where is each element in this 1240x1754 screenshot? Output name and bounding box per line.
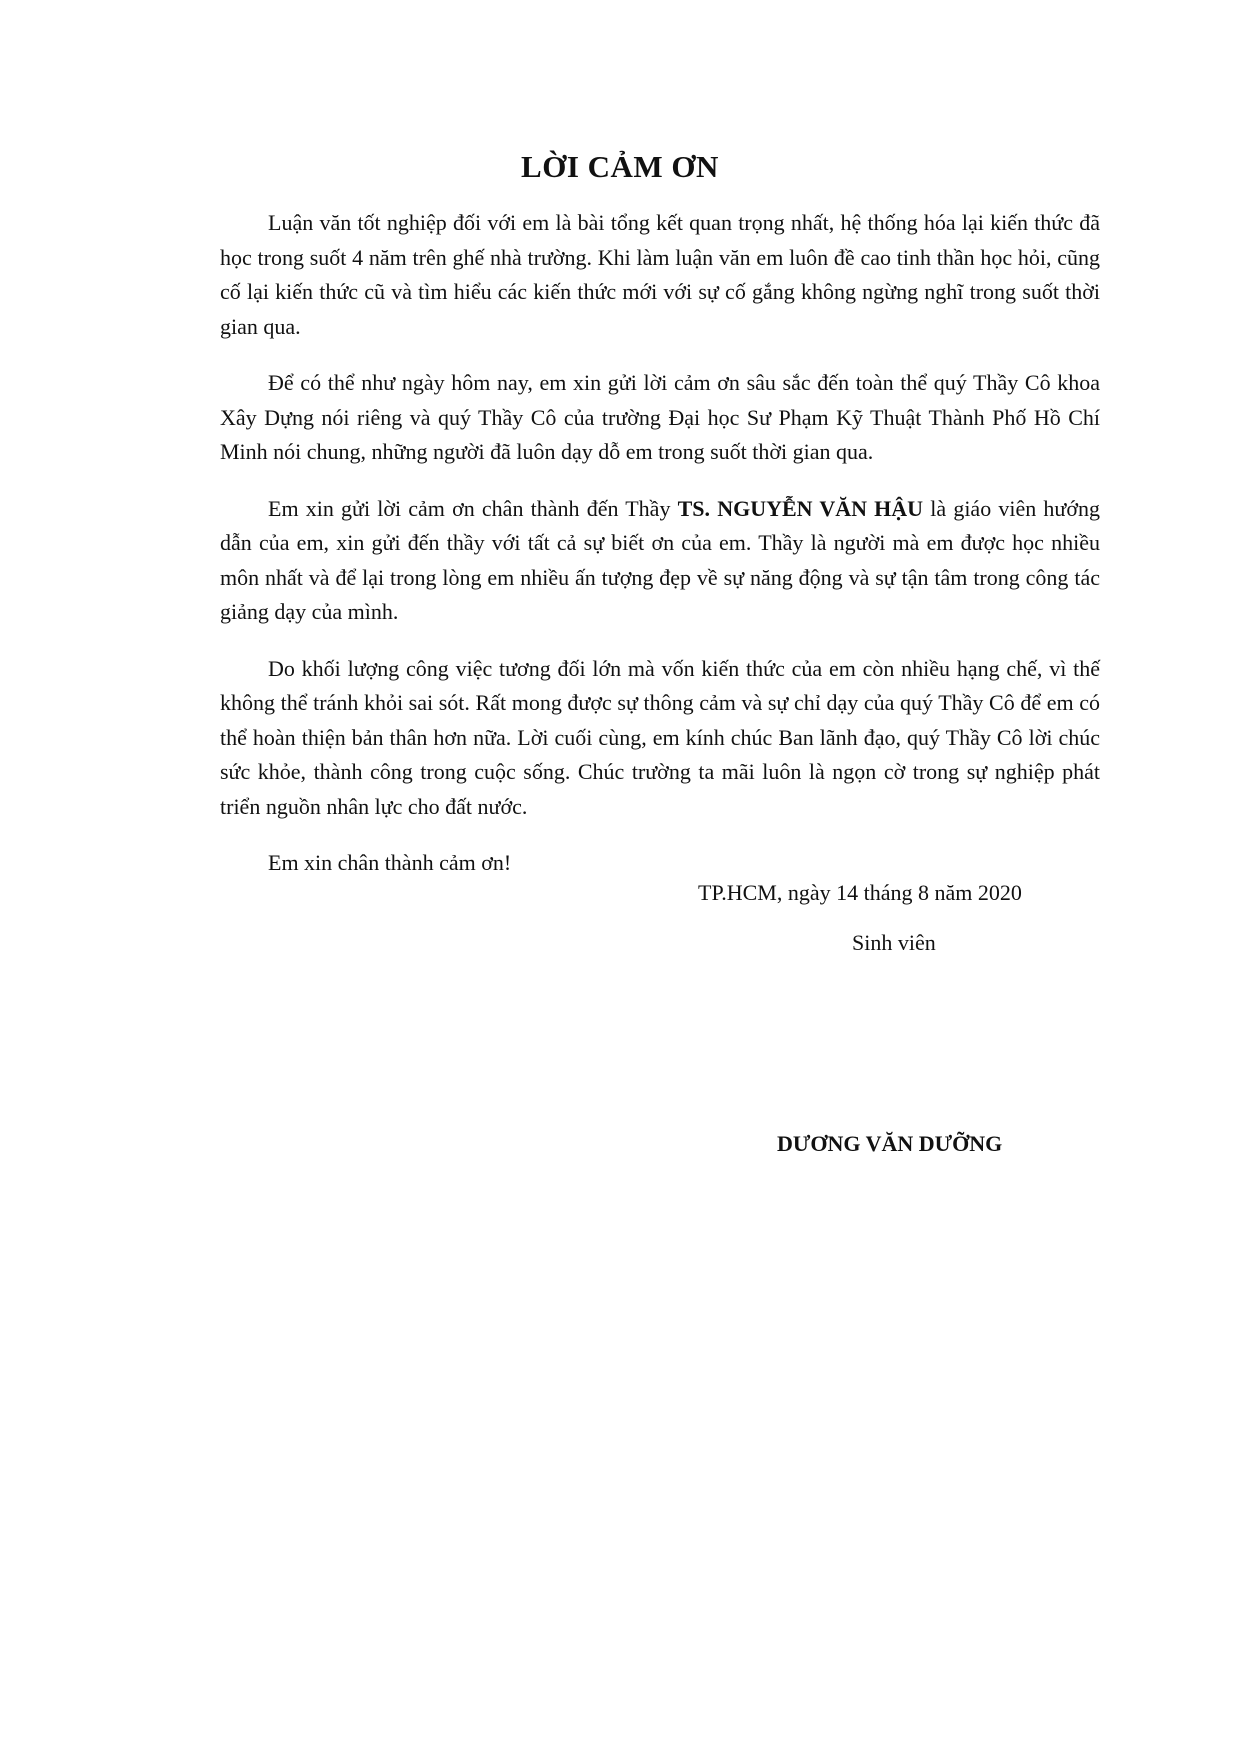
paragraph-4: Do khối lượng công việc tương đối lớn mà vốn kiến thức của em còn nhiều hạng chế, vì thế không thể tránh khỏi sai sót. Rất mong được sự thông cảm và sự chỉ dạy của quý Thầy Cô để em có thể hoàn thiện bản thân hơn nữa. Lời cuối cùng, em kính chúc Ban lãnh đạo, quý Thầy Cô lời chúc sức khỏe, thành công trong cuộc sống. Chúc trường ta mãi luôn là ngọn cờ trong sự nghiệp phát triển nguồn nhân lực cho đất nước. [220,655,1100,819]
paragraph-2: Để có thể như ngày hôm nay, em xin gửi lời cảm ơn sâu sắc đến toàn thể quý Thầy Cô khoa Xây Dựng nói riêng và quý Thầy Cô của trường Đại học Sư Phạm Kỹ Thuật Thành Phố Hồ Chí Minh nói chung, những người đã luôn dạy dỗ em trong suốt thời gian qua. [220,370,1100,464]
signer-name: DƯƠNG VĂN DƯỠNG [777,1131,1003,1156]
page-title: LỜI CẢM ƠN [521,149,719,184]
paragraph-1: Luận văn tốt nghiệp đối với em là bài tổng kết quan trọng nhất, hệ thống hóa lại kiến thức đã học trong suốt 4 năm trên ghế nhà trường. Khi làm luận văn em luôn đề cao tinh thần học hỏi, cũng cố lại kiến thức cũ và tìm hiểu các kiến thức mới với sự cố gắng không ngừng nghĩ trong suốt thời gian qua. [220,210,1100,339]
paragraph-3-intro: Em xin gửi lời cảm ơn chân thành đến Thầy [268,495,678,521]
paragraph-3-rest: là giáo viên hướng dẫn của em, xin gửi đến thầy với tất cả sự biết ơn của em. Thầy là người mà em được học nhiều môn nhất và để lại trong lòng em nhiều ấn tượng đẹp về sự năng động và sự tận tâm trong công tác giảng dạy của mình. [220,495,1100,624]
advisor-name: TS. NGUYỄN VĂN HẬU [677,495,924,521]
paragraph-3 [220,492,1100,630]
place-date: TP.HCM, ngày 14 tháng 8 năm 2020 [698,880,1022,905]
acknowledgement-body [220,206,1100,881]
closing-line: Em xin chân thành cảm ơn! [268,850,512,875]
signer-role: Sinh viên [852,930,936,955]
